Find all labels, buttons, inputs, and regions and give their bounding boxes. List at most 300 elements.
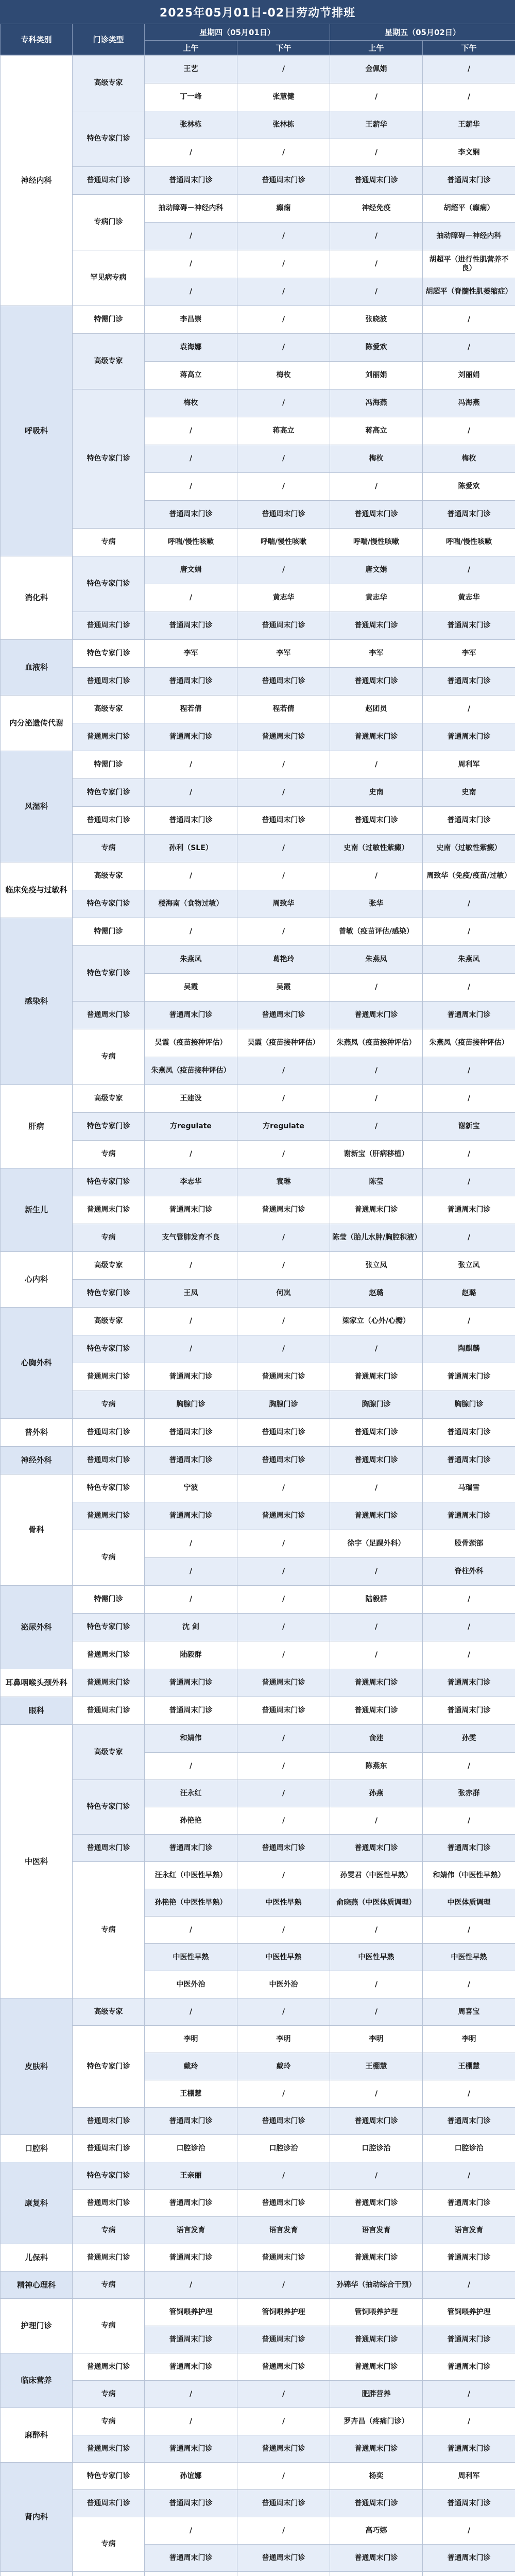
schedule-cell-day2-am: / [330,1113,423,1141]
schedule-cell-day1-am: / [145,918,237,946]
schedule-cell-day1-pm: / [237,1530,330,1558]
schedule-cell-day2-am: 蒋高立 [330,417,423,445]
clinic-type: 高级专家 [73,1308,145,1335]
schedule-cell-day1-pm [237,2572,330,2576]
dept-name: 心胸外科 [1,1308,73,1419]
schedule-cell-day2-pm: 朱燕凤（疫苗接种评估） [423,1029,515,1057]
clinic-type: 特色专家门诊 [73,2162,145,2190]
schedule-cell-day2-pm: 谢新宝 [423,1113,515,1141]
schedule-cell-day2-pm: 李明 [423,2026,515,2053]
dept-name: 儿保科 [1,2244,73,2272]
table-row [1,1196,515,1224]
header-day1-pm: 下午 [237,41,330,55]
schedule-cell-day1-am: 普通周末门诊 [145,2326,237,2353]
clinic-type: 普通周末门诊 [73,167,145,195]
clinic-type: 特需门诊 [73,306,145,334]
schedule-cell-day1-pm: / [237,306,330,334]
schedule-cell-day2-am: / [330,1475,423,1502]
schedule-cell-day2-am: 俞建 [330,1725,423,1753]
dept-name: 麻醉科 [1,2408,73,2463]
schedule-cell-day2-pm: 普通周末门诊 [423,2353,515,2381]
schedule-cell-day2-pm: 王薪华 [423,111,515,139]
schedule-cell-day1-am: / [145,862,237,890]
table-row [1,1419,515,1447]
table-row [1,807,515,835]
table-row [1,2408,515,2435]
table-row [1,2272,515,2299]
schedule-cell-day1-am: 宁波 [145,1475,237,1502]
schedule-cell-day1-am: / [145,1998,237,2026]
schedule-cell-day2-am: 陈莹（胎儿水肿/胸腔积液） [330,1224,423,1252]
schedule-cell-day1-pm: 普通周末门诊 [237,1447,330,1475]
schedule-cell-day1-am: 胸腺门诊 [145,1391,237,1419]
schedule-cell-day1-am: 和婧伟 [145,1725,237,1753]
table-row [1,529,515,556]
dept-name: 口腔科 [1,2135,73,2162]
table-row [1,1697,515,1725]
schedule-cell-day2-am: / [330,223,423,250]
schedule-cell-day1-pm: 普通周末门诊 [237,2490,330,2517]
schedule-cell-day1-pm: 中医性早熟 [237,1944,330,1971]
schedule-cell-day1-pm: 张林栋 [237,111,330,139]
schedule-cell-day2-pm: 普通周末门诊 [423,1502,515,1530]
schedule-cell-day2-am: 赵璐 [330,1280,423,1308]
schedule-cell-day1-pm: / [237,1335,330,1363]
schedule-cell-day1-am: 方regulate [145,1113,237,1141]
schedule-cell-day1-am: 王建设 [145,1085,237,1113]
schedule-cell-day2-am: 普通周末门诊 [330,501,423,529]
table-row [1,195,515,223]
schedule-cell-day1-am: 普通周末门诊 [145,2353,237,2381]
schedule-cell-day2-am: 曾敏（疫苗评估/感染） [330,918,423,946]
dept-name: 新生儿 [1,1168,73,1252]
schedule-cell-day2-pm: / [423,334,515,362]
schedule-cell-day2-am: 赵团员 [330,696,423,723]
schedule-cell-day2-pm: 和婧伟（中医性早熟） [423,1862,515,1889]
schedule-cell-day1-am: 普通周末门诊 [145,1697,237,1725]
schedule-cell-day1-pm: 普通周末门诊 [237,1196,330,1224]
schedule-cell-day1-pm: 吴霞 [237,974,330,1002]
schedule-cell-day1-pm: 普通周末门诊 [237,1697,330,1725]
clinic-type: 高级专家 [73,862,145,890]
schedule-cell-day1-am: 朱燕凤 [145,946,237,974]
clinic-type: 专病 [73,2517,145,2572]
schedule-cell-day1-am: / [145,1252,237,1280]
schedule-cell-day2-pm: / [423,696,515,723]
schedule-cell-day1-pm: 普通周末门诊 [237,807,330,835]
schedule-cell-day2-pm: 脊柱外科 [423,1558,515,1586]
table-row [1,2572,515,2576]
schedule-cell-day1-pm: 癫痫 [237,195,330,223]
schedule-cell-day2-am: 普通周末门诊 [330,1196,423,1224]
schedule-cell-day2-pm: / [423,1971,515,1998]
schedule-cell-day2-am: / [330,1807,423,1835]
schedule-cell-day2-pm: 周致华（免疫/疫苗/过敏） [423,862,515,890]
schedule-cell-day1-pm: 胸腺门诊 [237,1391,330,1419]
table-row [1,1335,515,1363]
clinic-type: 高级专家 [73,696,145,723]
schedule-cell-day2-pm: 史南（过敏性紫癜） [423,835,515,862]
schedule-cell-day2-am: 普通周末门诊 [330,1419,423,1447]
schedule-cell-day1-pm: / [237,1085,330,1113]
schedule-cell-day2-pm: 普通周末门诊 [423,1697,515,1725]
schedule-cell-day1-am: 普通周末门诊 [145,612,237,640]
schedule-cell-day1-pm: / [237,1998,330,2026]
schedule-cell-day1-pm: / [237,2381,330,2408]
table-row [1,1280,515,1308]
schedule-cell-day1-am: 汪永红（中医性早熟） [145,1862,237,1889]
schedule-cell-day1-pm: 普通周末门诊 [237,1669,330,1697]
schedule-cell-day1-pm: / [237,1057,330,1085]
schedule-cell-day1-am: 普通周末门诊 [145,2190,237,2217]
schedule-cell-day2-am: 孙锦华（抽动综合干预） [330,2272,423,2299]
table-row [1,1363,515,1391]
table-row [1,1085,515,1113]
clinic-type: 特色专家门诊 [73,2463,145,2490]
table-row [1,111,515,139]
schedule-cell-day2-pm: / [423,2162,515,2190]
schedule-cell-day2-am: 罗卉昌（疼痛门诊） [330,2408,423,2435]
table-row [1,1502,515,1530]
schedule-cell-day1-pm: / [237,56,330,83]
table-row [1,946,515,974]
schedule-cell-day1-am: 王凤 [145,1280,237,1308]
schedule-cell-day1-am: 普通周末门诊 [145,1502,237,1530]
clinic-type: 普通周末门诊 [73,1502,145,1530]
schedule-cell-day2-am: 史南 [330,779,423,807]
schedule-cell-day2-pm: 胡超平（进行性肌营养不良） [423,250,515,278]
schedule-cell-day1-am: / [145,1917,237,1944]
schedule-cell-day2-am: / [330,250,423,278]
clinic-type: 专病 [73,2408,145,2435]
table-row [1,167,515,195]
schedule-cell-day1-am: 孙利（SLE） [145,835,237,862]
schedule-cell-day2-am: 冯海燕 [330,389,423,417]
clinic-type: 普通周末门诊 [73,2353,145,2381]
table-row [1,835,515,862]
clinic-type: 特色专家门诊 [73,946,145,1002]
schedule-cell-day2-am: / [330,1641,423,1669]
schedule-cell-day2-pm: / [423,1085,515,1113]
schedule-cell-day1-pm: 普通周末门诊 [237,2435,330,2463]
schedule-cell-day1-am: / [145,1141,237,1168]
schedule-cell-day2-am: 普通周末门诊 [330,1447,423,1475]
schedule-cell-day2-pm: 普通周末门诊 [423,2545,515,2572]
schedule-cell-day1-pm: / [237,2517,330,2545]
schedule-cell-day1-pm: / [237,1224,330,1252]
schedule-cell-day2-pm: / [423,1308,515,1335]
schedule-cell-day2-pm: 普通周末门诊 [423,501,515,529]
table-row [1,696,515,723]
schedule-cell-day1-pm: 袁琳 [237,1168,330,1196]
schedule-cell-day2-pm: 胡超平（脊髓性肌萎缩症） [423,278,515,306]
schedule-cell-day2-pm: / [423,1141,515,1168]
schedule-cell-day1-am: 李军 [145,640,237,668]
schedule-cell-day2-pm: 普通周末门诊 [423,668,515,696]
schedule-cell-day2-pm: 胸腺门诊 [423,1391,515,1419]
schedule-cell-day1-pm: 普通周末门诊 [237,2353,330,2381]
table-row [1,640,515,668]
schedule-cell-day2-pm: 朱燕凤 [423,946,515,974]
schedule-cell-day2-pm: 梅枚 [423,445,515,473]
schedule-cell-day2-pm: 管饲喂养护理 [423,2299,515,2326]
schedule-cell-day2-pm: 普通周末门诊 [423,2326,515,2353]
schedule-cell-day2-pm: 张立凤 [423,1252,515,1280]
schedule-cell-day2-am: / [330,1057,423,1085]
schedule-cell-day1-am: 朱燕凤（疫苗接种评估） [145,1057,237,1085]
schedule-cell-day1-am: 普通周末门诊 [145,1196,237,1224]
schedule-cell-day1-pm: / [237,2408,330,2435]
schedule-cell-day1-pm: 周致华 [237,890,330,918]
clinic-type: 特需门诊 [73,751,145,779]
schedule-cell-day2-am: 普通周末门诊 [330,668,423,696]
schedule-cell-day1-am: 蒋高立 [145,362,237,389]
schedule-cell-day2-pm: / [423,974,515,1002]
clinic-type: 特色专家门诊 [73,1280,145,1308]
clinic-type: 高级专家 [73,1998,145,2026]
schedule-cell-day2-am: 普通周末门诊 [330,2326,423,2353]
dept-name: 耳鼻咽喉头颈外科 [1,1669,73,1697]
schedule-cell-day2-am: / [330,1085,423,1113]
schedule-cell-day2-pm: 张赤群 [423,1780,515,1807]
schedule-cell-day2-am: / [330,1614,423,1641]
clinic-type: 普通周末门诊 [73,2435,145,2463]
clinic-type: 高级专家 [73,1085,145,1113]
schedule-cell-day1-pm: / [237,556,330,584]
schedule-cell-day1-pm: 中医外治 [237,1971,330,1998]
schedule-cell-day1-pm: 普通周末门诊 [237,1419,330,1447]
clinic-type: 专病 [73,1530,145,1586]
schedule-cell-day1-pm: / [237,445,330,473]
dept-name: 临床免疫与过敏科 [1,862,73,918]
schedule-cell-day2-am: 梁家立（心外/心瓣） [330,1308,423,1335]
schedule-cell-day1-pm: / [237,835,330,862]
schedule-cell-day2-pm: / [423,56,515,83]
schedule-cell-day1-am: / [145,473,237,501]
schedule-cell-day1-am: 抽动障碍－神经内科 [145,195,237,223]
schedule-cell-day2-am: 呼喘/慢性咳嗽 [330,529,423,556]
schedule-cell-day2-pm: 普通周末门诊 [423,2435,515,2463]
table-row [1,2244,515,2272]
schedule-cell-day1-am: / [145,1586,237,1614]
schedule-cell-day1-am: 普通周末门诊 [145,2435,237,2463]
schedule-cell-day2-am: 管饲喂养护理 [330,2299,423,2326]
schedule-cell-day1-pm: / [237,1641,330,1669]
schedule-cell-day2-am: / [330,2080,423,2108]
schedule-cell-day2-am: / [330,974,423,1002]
schedule-cell-day1-pm: 程若倩 [237,696,330,723]
schedule-cell-day2-pm: / [423,1614,515,1641]
header-day1-am: 上午 [145,41,237,55]
schedule-cell-day2-pm: 普通周末门诊 [423,612,515,640]
schedule-cell-day1-pm: / [237,862,330,890]
schedule-cell-day2-pm: / [423,1224,515,1252]
schedule-cell-day1-am: / [145,779,237,807]
schedule-cell-day2-pm: 周喜宝 [423,1998,515,2026]
schedule-cell-day1-pm: / [237,334,330,362]
schedule-cell-day2-am: 普通周末门诊 [330,612,423,640]
schedule-cell-day1-am: 中医外治 [145,1971,237,1998]
clinic-type: 特色专家门诊 [73,2026,145,2108]
schedule-cell-day1-pm: / [237,278,330,306]
schedule-table [0,55,515,2576]
schedule-cell-day2-pm: 中医性早熟 [423,1944,515,1971]
schedule-cell-day1-pm: 普通周末门诊 [237,2545,330,2572]
schedule-cell-day2-am: 李明 [330,2026,423,2053]
schedule-cell-day2-pm: 普通周末门诊 [423,2490,515,2517]
schedule-cell-day1-am: / [145,1753,237,1780]
table-row [1,1586,515,1614]
schedule-cell-day2-am: 普通周末门诊 [330,1835,423,1862]
schedule-cell-day2-am: / [330,1558,423,1586]
schedule-cell-day1-pm: / [237,751,330,779]
table-row [1,1998,515,2026]
schedule-cell-day2-pm: 普通周末门诊 [423,1447,515,1475]
schedule-cell-day1-am: 普通周末门诊 [145,2545,237,2572]
schedule-cell-day1-am: 普通周末门诊 [145,668,237,696]
clinic-type: 普通周末门诊 [73,1835,145,1862]
clinic-type: 普通周末门诊 [73,2244,145,2272]
header-day2: 星期五（05月02日） [330,24,515,41]
schedule-cell-day1-am: 普通周末门诊 [145,2490,237,2517]
schedule-cell-day1-am: 普通周末门诊 [145,1419,237,1447]
schedule-cell-day1-pm: / [237,1807,330,1835]
schedule-cell-day2-am: 杨奕 [330,2463,423,2490]
schedule-cell-day2-pm: 普通周末门诊 [423,1669,515,1697]
schedule-cell-day1-pm: 管饲喂养护理 [237,2299,330,2326]
schedule-cell-day2-am: 刘丽娟 [330,362,423,389]
clinic-type: 专病 [73,1862,145,1998]
schedule-cell-day1-pm: 普通周末门诊 [237,1835,330,1862]
schedule-cell-day2-pm: / [423,918,515,946]
dept-name: 血液科 [1,640,73,696]
schedule-cell-day1-pm: / [237,2272,330,2299]
schedule-cell-day2-pm: / [423,417,515,445]
schedule-cell-day1-pm: / [237,1725,330,1753]
schedule-cell-day1-pm: / [237,1753,330,1780]
schedule-cell-day2-am: / [330,862,423,890]
schedule-cell-day2-pm: / [423,1586,515,1614]
schedule-cell-day2-pm: / [423,306,515,334]
table-row [1,890,515,918]
table-row [1,1141,515,1168]
table-row [1,2353,515,2381]
dept-name: 精神心理科 [1,2272,73,2299]
schedule-cell-day2-am: 徐宇（足踝外科） [330,1530,423,1558]
clinic-type: 专病 [73,2381,145,2408]
schedule-cell-day2-am: 陈莹 [330,1168,423,1196]
schedule-cell-day1-am: 丁一峰 [145,83,237,111]
schedule-cell-day2-am: 普通周末门诊 [330,807,423,835]
schedule-cell-day2-pm: / [423,2080,515,2108]
schedule-cell-day1-pm: / [237,2080,330,2108]
dept-name: 感染科 [1,918,73,1085]
schedule-cell-day2-pm: / [423,890,515,918]
schedule-cell-day2-pm: 赵璐 [423,1280,515,1308]
dept-name: 神经内科 [1,56,73,306]
schedule-cell-day1-pm: / [237,1780,330,1807]
schedule-cell-day2-am: / [330,1971,423,1998]
dept-name: 消化科 [1,556,73,640]
schedule-cell-day1-am: / [145,2408,237,2435]
table-row [1,1725,515,1753]
schedule-cell-day2-pm: 普通周末门诊 [423,1002,515,1029]
schedule-cell-day2-pm: / [423,2408,515,2435]
header-day2-am: 上午 [330,41,423,55]
schedule-cell-day2-am: / [330,83,423,111]
dept-name: 神经外科 [1,1447,73,1475]
schedule-cell-day2-am: / [330,1335,423,1363]
schedule-cell-day2-pm: 普通周末门诊 [423,2108,515,2135]
dept-name: 骨科 [1,1475,73,1586]
clinic-type: 高级专家 [73,1725,145,1780]
clinic-type: 特色专家门诊 [73,779,145,807]
schedule-cell-day2-am: / [330,278,423,306]
schedule-cell-day1-pm: 口腔诊治 [237,2135,330,2162]
schedule-cell-day1-pm: / [237,1558,330,1586]
schedule-cell-day1-am: / [145,1530,237,1558]
schedule-cell-day2-pm [423,2572,515,2576]
clinic-type: 普通周末门诊 [73,1196,145,1224]
table-row [1,556,515,584]
clinic-type: 高级专家 [73,1252,145,1280]
clinic-type: 普通周末门诊 [73,1669,145,1697]
schedule-cell-day1-am: 普通周末门诊 [145,1669,237,1697]
schedule-cell-day2-am: 陆毅群 [330,1586,423,1614]
clinic-type: 特色专家门诊 [73,1475,145,1502]
schedule-cell-day2-pm: / [423,1057,515,1085]
schedule-cell-day1-pm: 方regulate [237,1113,330,1141]
table-row [1,2490,515,2517]
schedule-cell-day1-pm: 葛艳玲 [237,946,330,974]
dept-name: 皮肤科 [1,1998,73,2135]
schedule-cell-day2-am: 朱燕凤 [330,946,423,974]
clinic-type: 普通周末门诊 [73,612,145,640]
schedule-cell-day1-am: / [145,139,237,167]
schedule-cell-day2-pm: 孙雯 [423,1725,515,1753]
clinic-type: 特色专家门诊 [73,1168,145,1196]
dept-name: 肾内科 [1,2463,73,2572]
schedule-cell-day2-am: 语言发育 [330,2217,423,2244]
clinic-type: 特色专家门诊 [73,1614,145,1641]
clinic-type: 高级专家 [73,56,145,111]
clinic-type: 普通周末门诊 [73,2135,145,2162]
clinic-type: 特色专家门诊 [73,1780,145,1835]
table-row [1,1113,515,1141]
header-day1: 星期四（05月01日） [145,24,330,41]
clinic-type: 特色专家门诊 [73,1113,145,1141]
schedule-cell-day2-pm: 周利军 [423,2463,515,2490]
table-row [1,2162,515,2190]
schedule-cell-day1-am: 普通周末门诊 [145,807,237,835]
schedule-cell-day1-am: 李志华 [145,1168,237,1196]
schedule-cell-day2-pm: 李军 [423,640,515,668]
dept-name: 呼吸科 [1,306,73,556]
schedule-cell-day1-am: 呼喘/慢性咳嗽 [145,529,237,556]
schedule-cell-day2-am: 张华 [330,890,423,918]
table-header [0,24,515,55]
schedule-cell-day1-am: / [145,223,237,250]
schedule-cell-day1-am: 语言发育 [145,2217,237,2244]
schedule-cell-day1-am: / [145,250,237,278]
schedule-cell-day2-am: 中医性早熟 [330,1944,423,1971]
schedule-cell-day1-am: 普通周末门诊 [145,2244,237,2272]
table-row [1,1308,515,1335]
clinic-type: 专病门诊 [73,195,145,250]
schedule-cell-day1-pm: / [237,1862,330,1889]
schedule-cell-day2-am: 陈爱欢 [330,334,423,362]
clinic-type: 特色专家门诊 [73,640,145,668]
